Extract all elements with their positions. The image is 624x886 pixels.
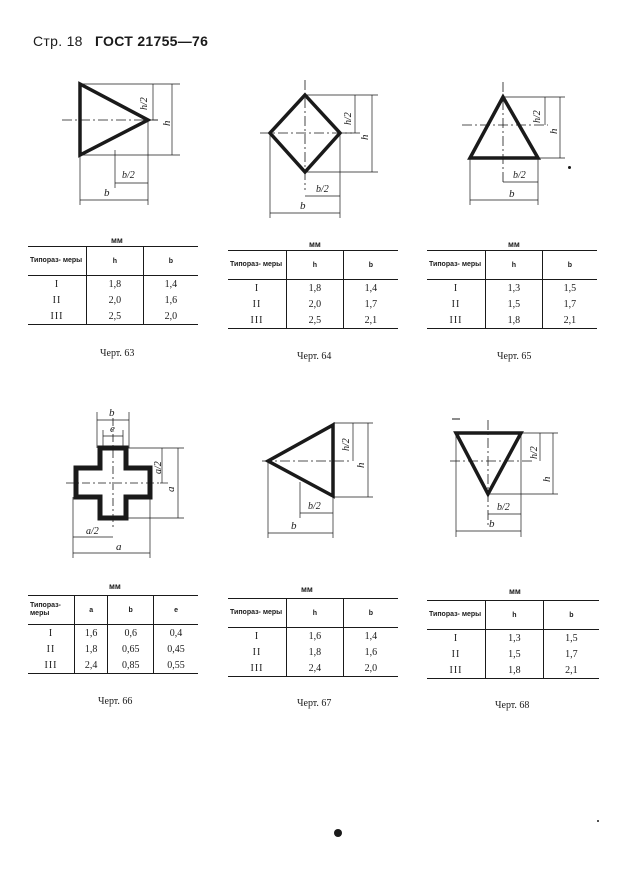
column-header: Типораз- меры xyxy=(28,596,75,625)
table-header-row xyxy=(228,599,398,628)
table-cell: 1,8 xyxy=(75,641,108,657)
table-cell: 0,85 xyxy=(108,657,154,674)
table-cell: 1,7 xyxy=(343,296,398,312)
table-cell: 1,4 xyxy=(343,628,398,645)
label-b: b xyxy=(300,200,306,212)
table-cell: 2,1 xyxy=(542,312,597,329)
dimension-table-67 xyxy=(228,598,398,677)
table-cell: 2,0 xyxy=(87,292,144,308)
unit-label-63: мм xyxy=(111,236,123,245)
page-mark xyxy=(334,829,342,837)
table-cell: III xyxy=(228,660,287,677)
page-number: Стр. 18 xyxy=(33,33,83,49)
column-header: Типораз- меры xyxy=(228,599,287,628)
table-cell: 0,4 xyxy=(154,625,198,642)
table-row xyxy=(28,292,198,308)
label-b: b xyxy=(489,518,495,530)
label-b: b xyxy=(509,188,515,200)
table-cell: 1,8 xyxy=(87,276,144,293)
table-row xyxy=(427,630,599,647)
table-cell: I xyxy=(254,282,260,294)
label-h: h xyxy=(355,462,367,468)
table-cell: II xyxy=(52,294,62,306)
drawing-64 xyxy=(265,78,395,223)
column-header: h xyxy=(87,247,144,276)
table-cell: 1,6 xyxy=(287,628,344,645)
label-h-half: h/2 xyxy=(341,438,352,451)
table-cell: 2,1 xyxy=(543,662,599,679)
figure-caption-67: Черт. 67 xyxy=(297,698,332,709)
table-cell: 1,6 xyxy=(343,644,398,660)
label-b-half: b/2 xyxy=(513,170,526,181)
table-cell: I xyxy=(453,282,459,294)
column-header: b xyxy=(108,596,154,625)
figure-caption-66: Черт. 66 xyxy=(98,696,133,707)
label-h-half: h/2 xyxy=(343,112,354,125)
table-row xyxy=(28,657,198,674)
table-row xyxy=(228,628,398,645)
table-cell: 2,0 xyxy=(143,308,198,325)
label-b: b xyxy=(109,407,115,419)
label-b-half: b/2 xyxy=(497,502,510,513)
table-row xyxy=(28,625,198,642)
table-row xyxy=(427,646,599,662)
table-cell: 1,6 xyxy=(75,625,108,642)
unit-label-65: мм xyxy=(508,240,520,249)
table-cell: II xyxy=(451,648,461,660)
unit-label-68: мм xyxy=(509,587,521,596)
label-a-half-bottom: a/2 xyxy=(86,526,99,537)
table-cell: 1,4 xyxy=(143,276,198,293)
table-row xyxy=(228,312,398,329)
table-cell: 1,8 xyxy=(287,280,344,297)
page-header xyxy=(33,33,208,49)
label-b: b xyxy=(291,520,297,532)
column-header: b xyxy=(542,251,597,280)
table-cell: 1,3 xyxy=(486,280,543,297)
table-header-row xyxy=(28,247,198,276)
label-e: e xyxy=(110,423,115,435)
column-header: b xyxy=(543,601,599,630)
table-cell: 0,55 xyxy=(154,657,198,674)
speck xyxy=(568,166,571,169)
figure-caption-65: Черт. 65 xyxy=(497,351,532,362)
table-cell: 1,7 xyxy=(543,646,599,662)
figure-caption-64: Черт. 64 xyxy=(297,351,332,362)
unit-label-64: мм xyxy=(309,240,321,249)
table-cell: 1,7 xyxy=(542,296,597,312)
column-header: h xyxy=(486,251,543,280)
table-cell: 2,0 xyxy=(343,660,398,677)
table-cell: I xyxy=(254,630,260,642)
table-row xyxy=(28,276,198,293)
table-header-row xyxy=(427,601,599,630)
drawing-65 xyxy=(455,78,585,208)
label-h: h xyxy=(359,134,371,140)
table-header-row xyxy=(28,596,198,625)
label-h-half: h/2 xyxy=(139,97,150,110)
table-cell: 1,5 xyxy=(543,630,599,647)
table-header-row xyxy=(427,251,597,280)
figure-caption-68: Черт. 68 xyxy=(495,700,530,711)
drawing-67 xyxy=(255,418,390,543)
dimension-table-64 xyxy=(228,250,398,329)
label-b-half: b/2 xyxy=(308,501,321,512)
column-header: b xyxy=(343,599,398,628)
table-cell: II xyxy=(451,298,461,310)
standard-code: ГОСТ 21755—76 xyxy=(94,33,209,49)
column-header: b xyxy=(143,247,198,276)
table-row xyxy=(427,312,597,329)
triangle-down-shape xyxy=(456,433,521,494)
triangle-up-shape xyxy=(470,97,538,158)
table-row xyxy=(427,662,599,679)
column-header: Типораз- меры xyxy=(427,251,486,280)
table-cell: III xyxy=(228,312,287,329)
table-row xyxy=(28,641,198,657)
label-a: a xyxy=(165,486,177,492)
table-cell: 0,65 xyxy=(108,641,154,657)
label-h: h xyxy=(548,128,560,134)
table-row xyxy=(228,660,398,677)
column-header: h xyxy=(287,599,344,628)
table-cell: 1,5 xyxy=(542,280,597,297)
triangle-right-shape xyxy=(80,84,148,155)
table-cell: 1,4 xyxy=(343,280,398,297)
table-row xyxy=(28,308,198,325)
table-header-row xyxy=(228,251,398,280)
table-row xyxy=(228,296,398,312)
speck xyxy=(597,820,599,822)
table-row xyxy=(228,280,398,297)
table-cell: 1,8 xyxy=(486,662,544,679)
label-h-half: h/2 xyxy=(532,110,543,123)
table-cell: 2,1 xyxy=(343,312,398,329)
label-b-half: b/2 xyxy=(316,184,329,195)
column-header: h xyxy=(486,601,544,630)
drawing-68 xyxy=(445,415,575,540)
dimension-table-63 xyxy=(28,246,198,325)
label-h: h xyxy=(161,120,173,126)
drawing-63 xyxy=(55,75,195,210)
label-h-half: h/2 xyxy=(529,446,540,459)
unit-label-66: мм xyxy=(109,582,121,591)
table-cell: III xyxy=(28,657,75,674)
table-cell: 1,5 xyxy=(486,646,544,662)
table-row xyxy=(427,280,597,297)
dimension-table-68 xyxy=(427,600,599,679)
table-cell: 0,6 xyxy=(108,625,154,642)
label-b-half: b/2 xyxy=(122,170,135,181)
table-cell: II xyxy=(252,298,262,310)
table-cell: 2,5 xyxy=(87,308,144,325)
triangle-left-shape xyxy=(268,425,333,496)
column-header: Типораз- меры xyxy=(427,601,486,630)
table-cell: I xyxy=(48,627,54,639)
dimension-table-65 xyxy=(427,250,597,329)
column-header: a xyxy=(75,596,108,625)
column-header: h xyxy=(287,251,344,280)
table-cell: II xyxy=(252,646,262,658)
label-a-half: a/2 xyxy=(153,461,164,474)
table-cell: 2,5 xyxy=(287,312,344,329)
table-cell: 2,0 xyxy=(287,296,344,312)
figure-caption-63: Черт. 63 xyxy=(100,348,135,359)
table-cell: 1,8 xyxy=(287,644,344,660)
column-header: e xyxy=(154,596,198,625)
table-row xyxy=(228,644,398,660)
table-cell: 1,8 xyxy=(486,312,543,329)
table-cell: 1,3 xyxy=(486,630,544,647)
drawing-66 xyxy=(60,403,190,563)
table-cell: 1,5 xyxy=(486,296,543,312)
dimension-table-66 xyxy=(28,595,198,674)
table-cell: II xyxy=(46,643,56,655)
column-header: Типораз- меры xyxy=(228,251,287,280)
table-cell: 1,6 xyxy=(143,292,198,308)
label-h: h xyxy=(541,476,553,482)
column-header: Типораз- меры xyxy=(28,247,87,276)
table-cell: 2,4 xyxy=(287,660,344,677)
table-cell: I xyxy=(453,632,459,644)
table-cell: III xyxy=(427,312,486,329)
label-b: b xyxy=(104,187,110,199)
table-cell: III xyxy=(427,662,486,679)
table-cell: 0,45 xyxy=(154,641,198,657)
table-cell: I xyxy=(54,278,60,290)
table-row xyxy=(427,296,597,312)
unit-label-67: мм xyxy=(301,585,313,594)
table-cell: III xyxy=(28,308,87,325)
column-header: b xyxy=(343,251,398,280)
table-cell: 2,4 xyxy=(75,657,108,674)
label-a-bottom: a xyxy=(116,541,122,553)
